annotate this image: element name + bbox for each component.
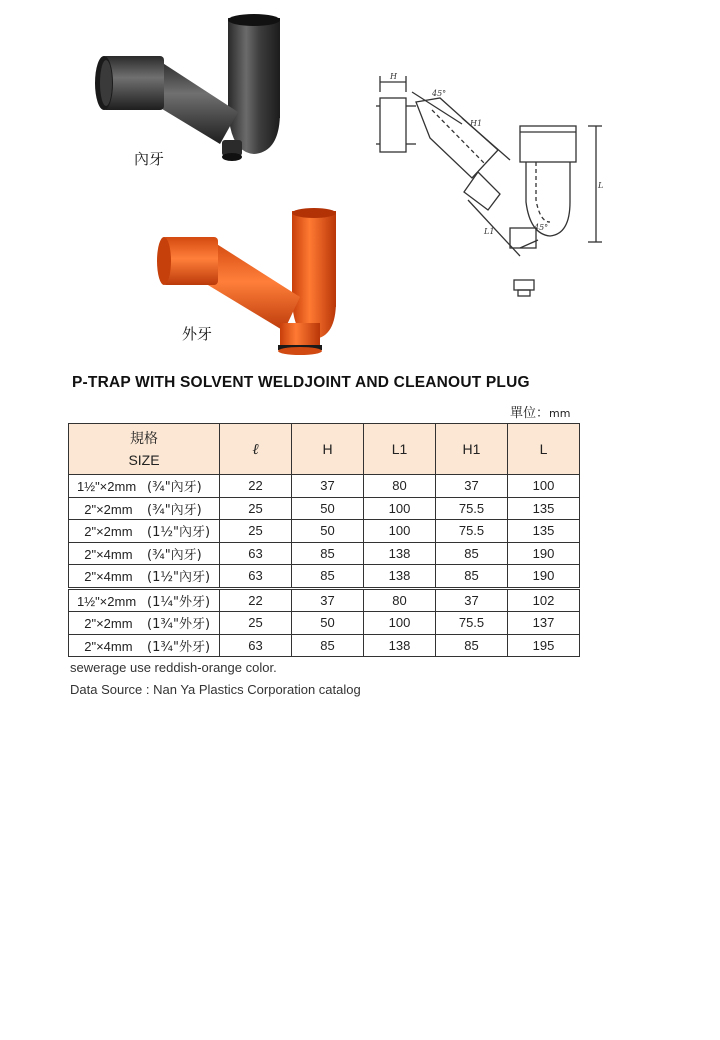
unit-label <box>510 402 570 421</box>
cell-h: 37 <box>292 475 364 498</box>
cell-h1: 85 <box>436 634 508 657</box>
thread-value: (1¾"外牙) <box>147 639 211 655</box>
size-cell <box>69 497 220 520</box>
spec-table <box>68 423 580 657</box>
cell-L: 195 <box>508 634 580 657</box>
size-header-cn: 規格 <box>130 430 158 446</box>
col-header-l1: L1 <box>364 424 436 475</box>
table-row <box>69 565 580 589</box>
size-value: 2"×4mm <box>84 638 133 654</box>
page-title: P-TRAP WITH SOLVENT WELDJOINT AND CLEANOUT PLUG <box>72 374 530 391</box>
col-header-L: L <box>508 424 580 475</box>
size-value: 1½"×2mm <box>77 593 137 609</box>
table-row <box>69 520 580 543</box>
dim-angle-label-top: 45° <box>432 89 447 98</box>
cell-l1: 138 <box>364 634 436 657</box>
data-source-note: Data Source : Nan Ya Plastics Corporation catalog <box>70 682 361 697</box>
size-cell <box>69 520 220 543</box>
color-note: sewerage use reddish-orange color. <box>70 660 277 675</box>
cell-l1: 138 <box>364 542 436 565</box>
cell-h: 50 <box>292 612 364 635</box>
cell-l1: 80 <box>364 588 436 612</box>
internal-thread-label: 內牙 <box>134 150 165 168</box>
cell-h: 50 <box>292 497 364 520</box>
cell-L: 100 <box>508 475 580 498</box>
cell-h1: 85 <box>436 542 508 565</box>
cell-l: 22 <box>220 475 292 498</box>
unit-caption: 單位： <box>510 406 550 421</box>
cell-L: 135 <box>508 520 580 543</box>
table-header-row <box>69 424 580 475</box>
thread-value: (¾"內牙) <box>147 480 202 496</box>
cell-h: 37 <box>292 588 364 612</box>
size-cell <box>69 634 220 657</box>
thread-value: (1½"內牙) <box>147 570 211 586</box>
cell-l: 63 <box>220 542 292 565</box>
cell-h1: 37 <box>436 588 508 612</box>
thread-value: (1¼"外牙) <box>147 594 211 610</box>
table-row <box>69 588 580 612</box>
size-header <box>69 424 220 475</box>
external-thread-label: 外牙 <box>182 325 213 343</box>
dim-h1-label: H1 <box>470 119 483 128</box>
dim-h-label: H <box>390 72 397 81</box>
cell-h1: 75.5 <box>436 612 508 635</box>
cell-l1: 138 <box>364 565 436 589</box>
cell-h1: 75.5 <box>436 520 508 543</box>
col-header-h1: H1 <box>436 424 508 475</box>
cell-h: 85 <box>292 542 364 565</box>
size-value: 2"×4mm <box>84 546 133 562</box>
cell-L: 102 <box>508 588 580 612</box>
size-value: 2"×4mm <box>84 569 133 585</box>
size-value: 2"×2mm <box>84 501 133 517</box>
size-cell <box>69 565 220 589</box>
dim-l1-label: L1 <box>484 227 495 236</box>
size-value: 1½"×2mm <box>77 479 137 495</box>
cell-L: 137 <box>508 612 580 635</box>
thread-value: (¾"內牙) <box>147 502 202 518</box>
cell-l1: 80 <box>364 475 436 498</box>
cell-l: 63 <box>220 634 292 657</box>
dim-l-label: L <box>598 181 604 190</box>
col-header-h: H <box>292 424 364 475</box>
cell-l: 63 <box>220 565 292 589</box>
unit-value: mm <box>549 407 571 420</box>
cell-h1: 37 <box>436 475 508 498</box>
cell-l: 25 <box>220 520 292 543</box>
cell-h1: 85 <box>436 565 508 589</box>
cell-L: 190 <box>508 565 580 589</box>
size-header-en: SIZE <box>128 452 160 468</box>
cell-h: 50 <box>292 520 364 543</box>
size-cell <box>69 542 220 565</box>
table-row <box>69 475 580 498</box>
table-row <box>69 612 580 635</box>
col-header-l: ℓ <box>220 424 292 475</box>
cell-l: 25 <box>220 497 292 520</box>
thread-value: (¾"內牙) <box>147 547 202 563</box>
table-row <box>69 634 580 657</box>
thread-value: (1½"內牙) <box>147 525 211 541</box>
size-cell <box>69 588 220 612</box>
cell-l1: 100 <box>364 612 436 635</box>
cell-L: 135 <box>508 497 580 520</box>
cell-l: 25 <box>220 612 292 635</box>
size-value: 2"×2mm <box>84 616 133 632</box>
size-cell <box>69 475 220 498</box>
cell-l1: 100 <box>364 497 436 520</box>
table-row <box>69 542 580 565</box>
size-value: 2"×2mm <box>84 524 133 540</box>
cell-L: 190 <box>508 542 580 565</box>
cell-h1: 75.5 <box>436 497 508 520</box>
dim-angle-label-bottom: 45° <box>534 223 549 232</box>
size-cell <box>69 612 220 635</box>
p-trap-dimension-drawing <box>370 62 610 312</box>
cell-l: 22 <box>220 588 292 612</box>
black-p-trap-photo <box>88 12 298 172</box>
cell-h: 85 <box>292 634 364 657</box>
cell-l1: 100 <box>364 520 436 543</box>
thread-value: (1¾"外牙) <box>147 617 211 633</box>
cell-h: 85 <box>292 565 364 589</box>
table-row <box>69 497 580 520</box>
